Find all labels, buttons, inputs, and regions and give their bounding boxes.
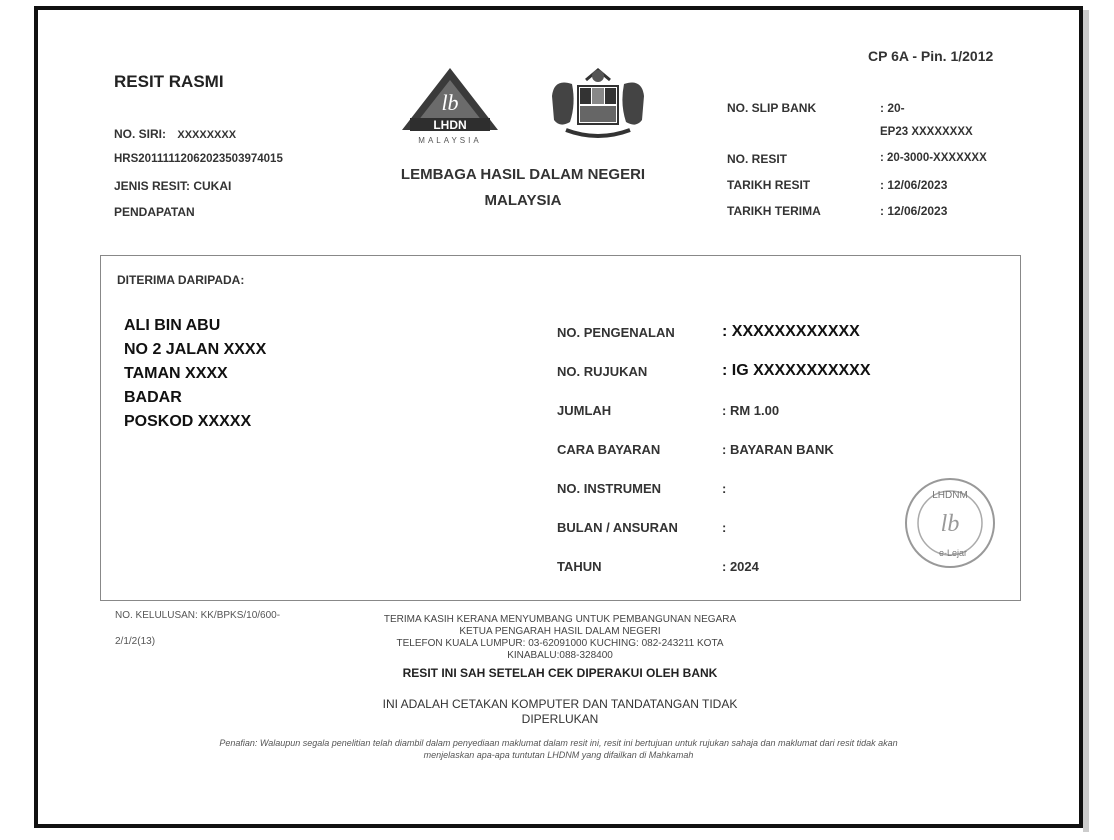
footer-notes — [330, 614, 790, 662]
approval-number-line2: 2/1/2(13) — [115, 636, 156, 647]
stamp-bottom-text: e-Lejar — [938, 548, 968, 558]
postcode-line: POSKOD XXXXX — [124, 413, 252, 430]
received-from-label: DITERIMA DARIPADA: — [117, 273, 245, 287]
logo-subtext: MALAYSIA — [418, 136, 482, 145]
receipt-type-line1: JENIS RESIT: CUKAI — [114, 179, 232, 193]
amount-label: JUMLAH — [557, 403, 612, 418]
payer-name: ALI BIN ABU — [124, 317, 221, 334]
organization-name-line1: LEMBAGA HASIL DALAM NEGERI — [400, 166, 646, 183]
computer-print-note — [330, 697, 790, 727]
stamp-top-text: LHDNM — [932, 490, 968, 501]
amount-value: : RM 1.00 — [722, 403, 780, 418]
coat-of-arms-icon — [546, 66, 650, 146]
computer-note-line1: INI ADALAH CETAKAN KOMPUTER DAN TANDATANGAN TIDAK — [382, 697, 738, 711]
frame-shadow — [1083, 10, 1089, 832]
serial-number — [114, 127, 236, 141]
svg-text:lb: lb — [940, 511, 960, 537]
svg-text:lb: lb — [441, 90, 459, 115]
serial-label: NO. SIRI: — [114, 127, 167, 141]
installment-value: : — [722, 520, 727, 535]
e-lejar-stamp-icon — [903, 476, 997, 570]
form-code: CP 6A - Pin. 1/2012 — [868, 48, 994, 64]
ic-number-label: NO. PENGENALAN — [557, 325, 675, 340]
receipt-date-value: : 12/06/2023 — [880, 178, 948, 192]
receipt-number-label: NO. RESIT — [727, 152, 788, 166]
disclaimer-line2: menjelaskan apa-apa tuntutan LHDNM yang difailkan di Mahkamah — [423, 750, 694, 760]
disclaimer-line1: Penafian: Walaupun segala penelitian telah diambil dalam penyediaan maklumat dalam resit ini, resit ini bertujuan untuk rujukan sahaja dan maklumat dari resit tidak akan — [219, 738, 898, 748]
receipt-title: RESIT RASMI — [114, 72, 224, 91]
year-label: TAHUN — [557, 559, 602, 574]
logo-text: LHDN — [433, 118, 467, 132]
validity-note: RESIT INI SAH SETELAH CEK DIPERAKUI OLEH BANK — [402, 666, 718, 680]
reference-number-value: : IG XXXXXXXXXXX — [722, 362, 871, 379]
lhdn-logo — [398, 66, 502, 148]
slip-label: NO. SLIP BANK — [727, 101, 817, 115]
thanks-note: TERIMA KASIH KERANA MENYUMBANG UNTUK PEMBANGUNAN NEGARA — [383, 614, 737, 625]
receipt-date-label: TARIKH RESIT — [727, 178, 811, 192]
address-line: NO 2 JALAN XXXX — [124, 341, 267, 358]
director-note: KETUA PENGARAH HASIL DALAM NEGERI — [459, 626, 661, 637]
receipt-number-value: : 20-3000-XXXXXXX — [880, 152, 987, 164]
reference-code: HRS2011111206202350397401​5 — [114, 153, 283, 165]
reference-number-label: NO. RUJUKAN — [557, 364, 648, 379]
received-date-label: TARIKH TERIMA — [727, 204, 821, 218]
address-line: TAMAN XXXX — [124, 365, 228, 382]
payer-address — [124, 314, 266, 434]
approval-number-line1: NO. KELULUSAN: KK/BPKS/10/600- — [115, 610, 281, 621]
phone-line1: TELEFON KUALA LUMPUR: 03-62091000 KUCHING: 082-243211 KOTA — [396, 638, 724, 649]
slip-value-line2: EP23 XXXXXXXX — [880, 126, 973, 138]
receipt-type-line2: PENDAPATAN — [114, 205, 195, 219]
organization-name-line2: MALAYSIA — [484, 192, 562, 209]
year-value: : 2024 — [722, 559, 759, 574]
instrument-number-value: : — [722, 481, 727, 496]
serial-value: XXXXXXXX — [177, 129, 237, 141]
phone-line2: KINABALU:088-328400 — [507, 650, 613, 661]
payment-method-value: : BAYARAN BANK — [722, 442, 834, 457]
address-line: BADAR — [124, 389, 182, 406]
slip-value-line1: : 20- — [880, 101, 905, 115]
received-date-value: : 12/06/2023 — [880, 204, 948, 218]
installment-label: BULAN / ANSURAN — [557, 520, 678, 535]
ic-number-value: : XXXXXXXXXXXX — [722, 323, 860, 340]
computer-note-line2: DIPERLUKAN — [521, 712, 599, 726]
disclaimer — [106, 737, 1011, 761]
payment-method-label: CARA BAYARAN — [557, 442, 661, 457]
instrument-number-label: NO. INSTRUMEN — [557, 481, 661, 496]
